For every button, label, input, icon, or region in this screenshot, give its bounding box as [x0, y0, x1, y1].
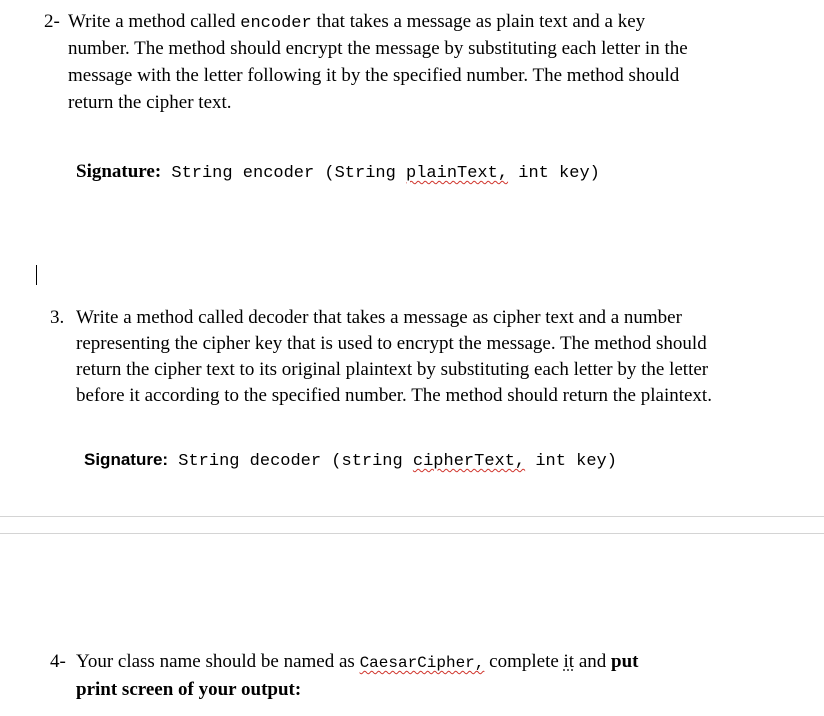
item-2-signature-spacer — [161, 164, 171, 183]
item-4-number: 4- — [50, 651, 66, 672]
page-break-bottom-line — [0, 533, 824, 534]
item-2-signature-label: Signature: — [76, 161, 162, 182]
item-2-line-4: return the cipher text. — [68, 92, 232, 113]
item-3-line-4: before it according to the specified number. The method should return the plaintext. — [76, 385, 712, 406]
item-2-line-3: message with the letter following it by the specified number. The method should — [68, 65, 680, 86]
item-3-signature-param: cipherText, — [412, 452, 526, 471]
item-3-signature — [76, 432, 617, 471]
item-3-signature-code-pre: String decoder (string — [178, 452, 413, 471]
text-cursor — [36, 265, 37, 285]
item-2-signature-code-pre: String encoder (String — [171, 164, 407, 183]
item-3-signature-code-post: int key) — [525, 452, 617, 471]
item-4-put-word: put — [611, 651, 639, 672]
item-4-class-name: CaesarCipher, — [359, 654, 485, 672]
item-2-line-1-text-pre: Write a method called — [68, 11, 241, 32]
item-2-line-1-text-post: that takes a message as plain text and a key — [311, 11, 646, 32]
item-4-line-1-text-and: and — [574, 651, 612, 672]
item-2-signature-param: plainText, — [406, 164, 509, 183]
item-4-line-1-text-pre: Your class name should be named as — [76, 651, 360, 672]
item-3-number: 3. — [50, 307, 65, 328]
item-4-line-2: print screen of your output: — [76, 679, 302, 700]
item-3-signature-spacer — [168, 452, 178, 471]
item-2-line-1 — [68, 8, 645, 37]
item-2-method-name: encoder — [240, 14, 312, 33]
item-3-line-1: Write a method called decoder that takes a message as cipher text and a number — [76, 307, 682, 328]
item-4-line-1-text-mid: complete — [484, 651, 564, 672]
item-4-line-1 — [76, 648, 639, 677]
item-2-signature-code-post: int key) — [508, 164, 600, 183]
item-3-signature-label: Signature: — [84, 450, 169, 469]
page-break-top-line — [0, 516, 824, 517]
item-4-it-word: it — [563, 651, 575, 672]
item-2-signature — [68, 140, 600, 185]
item-3-line-2: representing the cipher key that is used to encrypt the message. The method should — [76, 333, 707, 354]
item-2-number: 2- — [44, 11, 60, 32]
item-3-line-3: return the cipher text to its original plaintext by substituting each letter by the letter — [76, 359, 709, 380]
item-2-line-2: number. The method should encrypt the message by substituting each letter in the — [68, 38, 688, 59]
